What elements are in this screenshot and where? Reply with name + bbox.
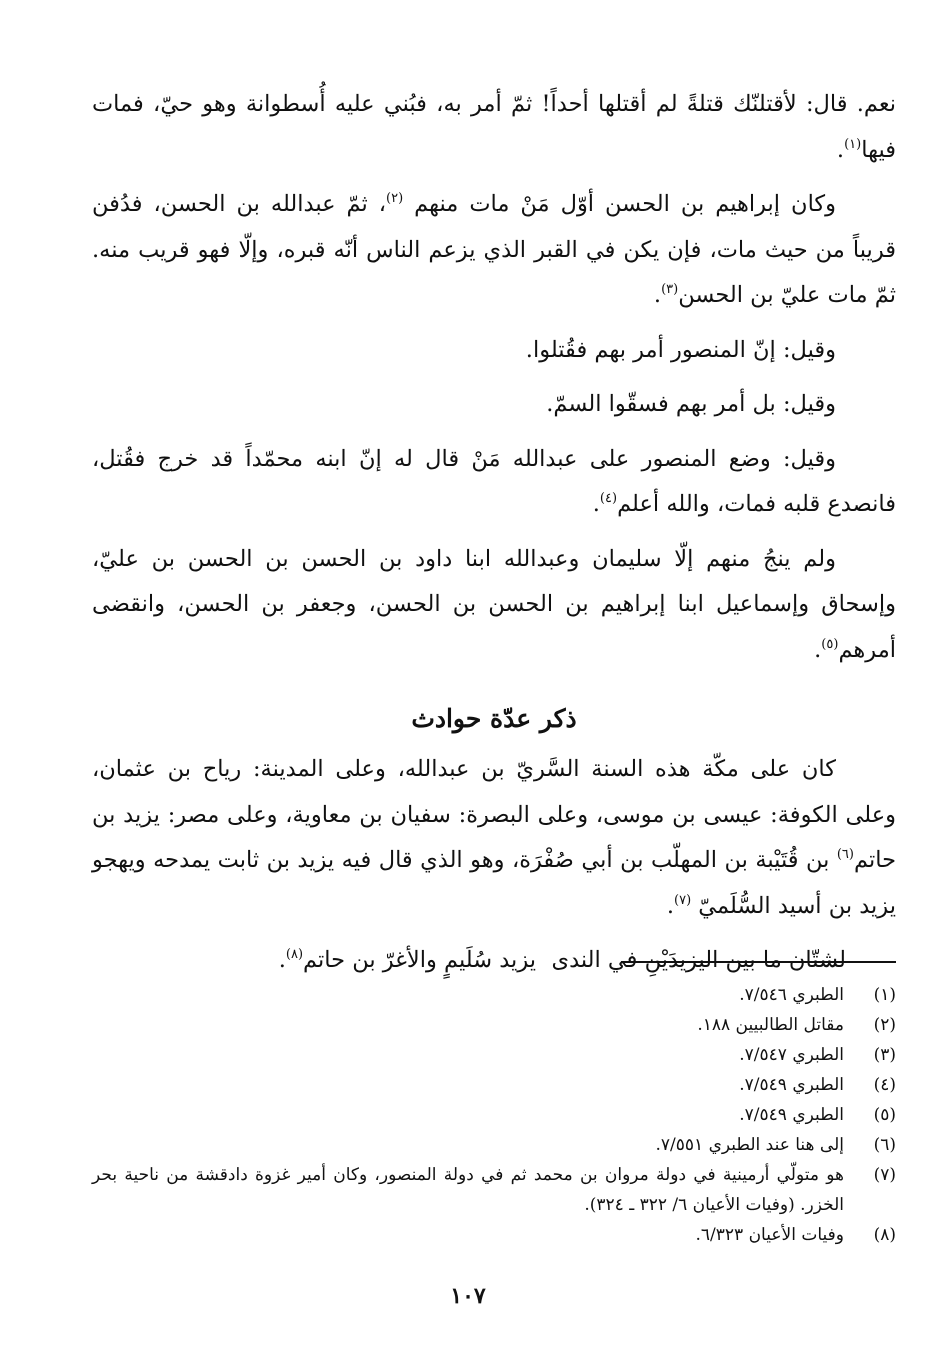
footnote-ref: (٢) [386, 191, 404, 206]
footnote-4: (٤) الطبري ٧/٥٤٩. [739, 1075, 896, 1095]
paragraph-2: وكان إبراهيم بن الحسن أوّل مَنْ مات منهم $^{(٢)}$، ثمّ عبدالله بن الحسن، فدُفن قريباً من حيث مات، فإن يكن في القبر الذي يزعم الناس أنّه قبره، وإلّا فهو قريب منه. ثمّ مات عليّ بن الحسن$^{(٣)}$. [92, 191, 896, 308]
footnote-2: (٢) مقاتل الطالبيين ١٨٨. [697, 1015, 896, 1035]
footnote-divider [621, 961, 896, 963]
footnote-ref: (٤) [599, 491, 618, 506]
footnotes [92, 980, 896, 1250]
footnote-8: (٨) وفيات الأعيان ٦/٣٢٣. [695, 1225, 896, 1245]
footnote-5: (٥) الطبري ٧/٥٤٩. [739, 1105, 896, 1125]
paragraph-3: وقيل: إنّ المنصور أمر بهم فقُتلوا. [525, 336, 836, 363]
footnote-1: (١) الطبري ٧/٥٤٦. [739, 985, 896, 1005]
footnote-ref: (٣) [661, 282, 679, 297]
page-body [92, 82, 896, 984]
footnote-3: (٣) الطبري ٧/٥٤٧. [739, 1045, 896, 1065]
footnote-ref: (٥) [821, 636, 839, 652]
footnote-ref: (٧) [674, 892, 692, 908]
section-heading: ذكر عدّة حوادث [411, 704, 577, 733]
paragraph-7: كان على مكّة هذه السنة السَّريّ بن عبدالله، وعلى المدينة: رياح بن عثمان، وعلى الكوفة: عيسى بن موسى، وعلى البصرة: سفيان بن معاوية، وعلى مصر: يزيد بن حاتم$^{(٦)}$ بن قُتَيْبة بن المهلّب بن أبي صُفْرَة، وهو الذي قال فيه يزيد بن ثابت يمدحه ويهجو يزيد بن أسيد السُّلَميّ $^{(٧)}$. [92, 756, 896, 919]
footnote-ref: (٦) [836, 847, 854, 862]
footnote-6: (٦) إلى هنا عند الطبري ٧/٥٥١. [655, 1135, 896, 1155]
paragraph-6: ولم ينجُ منهم إلّا سليمان وعبدالله ابنا داود بن الحسن بن الحسن بن عليّ، وإسحاق وإسماعيل ابنا إبراهيم بن الحسن بن الحسن، وجعفر بن الحسن، وانقضى أمرهم$^{(٥)}$. [92, 545, 896, 663]
footnote-ref: (٨) [285, 947, 304, 962]
paragraph-4: وقيل: بل أمر بهم فسقّوا السمّ. [546, 391, 836, 417]
paragraph-1: نعم. قال: لأقتلنّك قتلةً لم أقتلها أحداً! ثمّ أمر به، فبُني عليه أُسطوانة وهو حيّ، فمات فيها$^{(١)}$. [92, 91, 896, 163]
paragraph-5: وقيل: وضع المنصور على عبدالله مَنْ قال له إنّ ابنه محمّداً قد خرج فقُتل، فانصدع قلبه فمات، والله أعلم$^{(٤)}$. [92, 445, 896, 517]
footnote-ref: (١) [844, 136, 862, 152]
verse-hemistich-1: لشتّان ما بين اليزيدَيْنِ في الندى [551, 947, 846, 973]
page-number: ١٠٧ [450, 1283, 486, 1309]
verse-hemistich-2: يزيد سُلَيمٍ والأغرّ بن حاتم$^{(٨)}$. [278, 947, 536, 973]
footnote-7: (٧) هو متولّي أرمينية في دولة مروان بن محمد ثم في دولة المنصور، وكان أمير غزوة دادقشة من ناحية بحر الخزر. (وفيات الأعيان ٦/ ٣٢٢ ـ ٣٢٤). [92, 1165, 896, 1215]
